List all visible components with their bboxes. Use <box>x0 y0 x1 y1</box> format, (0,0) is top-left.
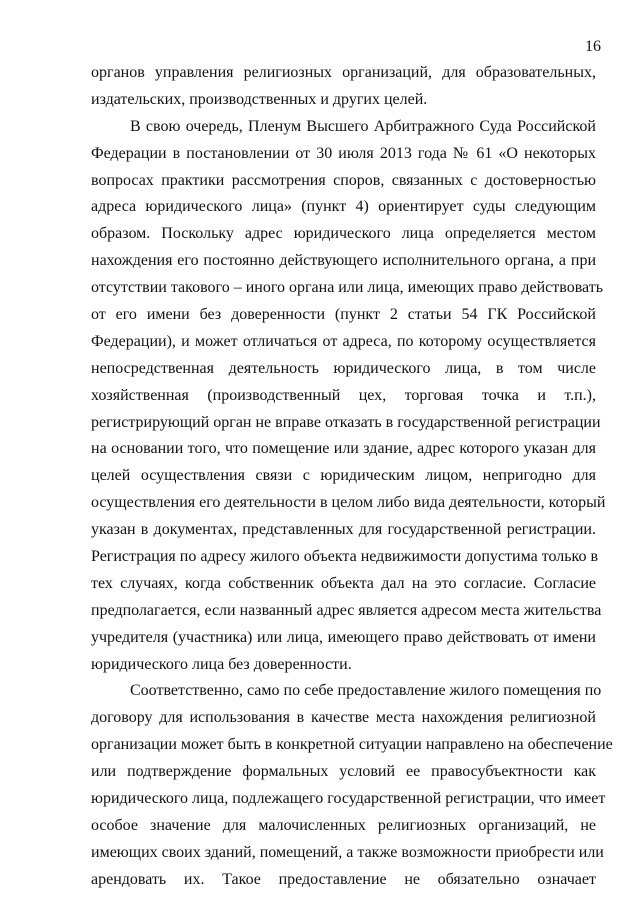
text-line: нахождения его постоянно действующего исполнительного органа, а при <box>91 252 596 270</box>
text-line: вопросах практики рассмотрения споров, связанных с достоверностью <box>91 171 596 189</box>
text-line: особое значение для малочисленных религиозных организаций, не <box>91 816 596 834</box>
text-line: непосредственная деятельность юридического лица, в том числе <box>91 359 596 377</box>
text-line: Федерации), и может отличаться от адреса, по которому осуществляется <box>91 332 596 350</box>
text-line: Соответственно, само по себе предоставление жилого помещения по <box>130 682 602 700</box>
text-line: имеющих своих зданий, помещений, а также возможности приобрести или <box>91 843 604 861</box>
text-line: органов управления религиозных организаций, для образовательных, <box>91 64 596 81</box>
text-line: Регистрация по адресу жилого объекта недвижимости допустима только в <box>91 548 599 566</box>
text-line: юридического лица без доверенности. <box>91 655 352 673</box>
text-line: от его имени без доверенности (пункт 2 статьи 54 ГК Российской <box>91 306 596 324</box>
text-line: организации может быть в конкретной ситуации направлено на обеспечение <box>91 736 613 754</box>
text-line: на основании того, что помещение или здание, адрес которого указан для <box>91 440 596 458</box>
text-line: осуществления его деятельности в целом либо вида деятельности, который <box>91 494 606 512</box>
paragraph-3 <box>91 678 613 893</box>
text-line: указан в документах, представленных для государственной регистрации. <box>91 521 596 539</box>
text-line: арендовать их. Такое предоставление не обязательно означает <box>91 870 596 888</box>
text-line: учредителя (участника) или лица, имеющего право действовать от имени <box>91 628 596 646</box>
text-line: Федерации в постановлении от 30 июля 2013 года № 61 «О некоторых <box>91 144 596 162</box>
text-line: договору для использования в качестве места нахождения религиозной <box>91 709 596 727</box>
paragraph-2 <box>91 114 606 679</box>
text-line: отсутствии такового – иного органа или лица, имеющих право действовать <box>91 279 604 297</box>
text-line: адреса юридического лица» (пункт 4) ориентирует суды следующим <box>91 198 596 216</box>
text-line: тех случаях, когда собственник объекта дал на это согласие. Согласие <box>91 574 596 592</box>
text-line: предполагается, если названный адрес является адресом места жительства <box>91 601 602 619</box>
text-line: регистрирующий орган не вправе отказать в государственной регистрации <box>91 413 601 431</box>
text-line: юридического лица, подлежащего государственной регистрации, что имеет <box>91 790 606 808</box>
text-line: или подтверждение формальных условий ее правосубъектности как <box>91 763 596 781</box>
text-line: образом. Поскольку адрес юридического лица определяется местом <box>91 225 596 243</box>
text-line: В свою очередь, Пленум Высшего Арбитражного Суда Российской <box>130 117 596 135</box>
text-line: хозяйственная (производственный цех, торговая точка и т.п.), <box>91 386 596 404</box>
document-body <box>91 60 613 894</box>
text-line: издательских, производственных и других целей. <box>91 90 428 108</box>
text-line: целей осуществления связи с юридическим лицом, непригодно для <box>91 467 596 485</box>
page-number: 16 <box>585 38 601 55</box>
paragraph-1 <box>91 60 596 114</box>
